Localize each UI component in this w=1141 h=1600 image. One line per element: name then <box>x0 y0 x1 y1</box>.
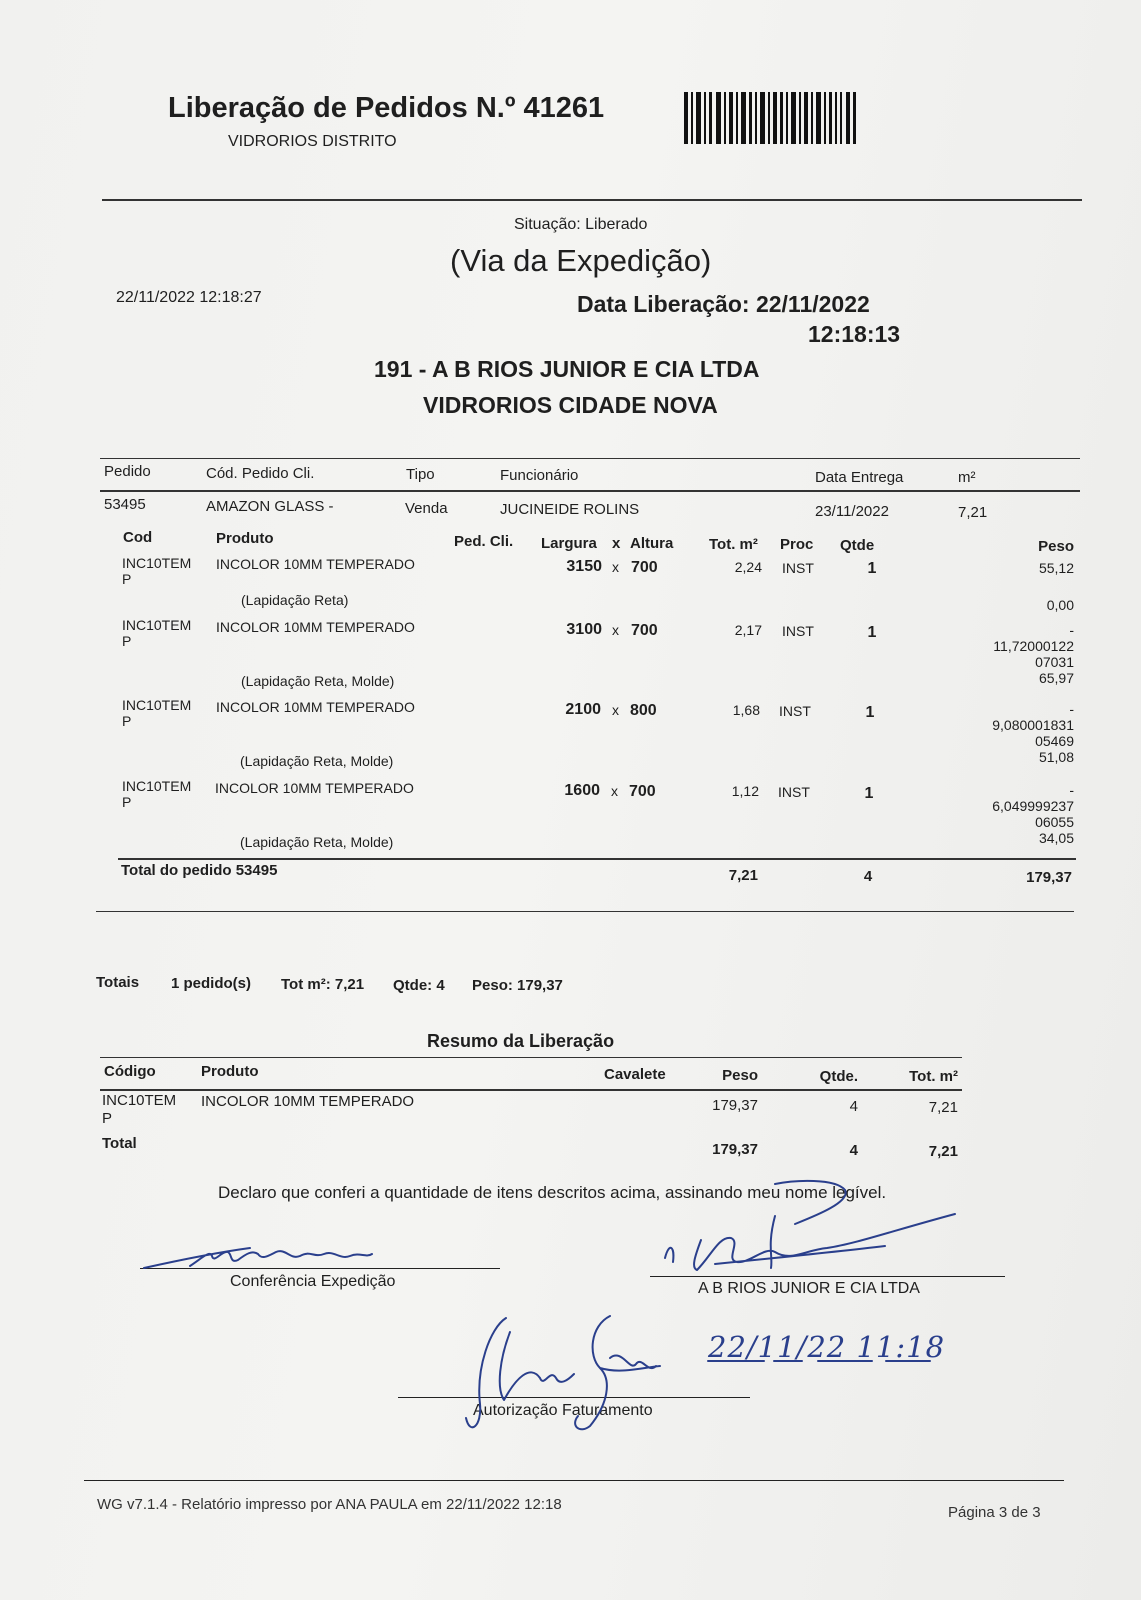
order-header-top-rule <box>100 458 1080 459</box>
totals-pedidos: 1 pedido(s) <box>171 975 252 992</box>
item-3-cod: INC10TEM <box>122 697 192 713</box>
footer-rule <box>84 1480 1064 1481</box>
item-1-proc: INST <box>782 560 814 576</box>
item-4-cod-cont: P <box>122 794 132 810</box>
issuer-company: VIDRORIOS DISTRITO <box>228 133 397 150</box>
item-1-cod-cont: P <box>122 571 132 587</box>
employee-name: JUCINEIDE ROLINS <box>500 501 640 518</box>
client-name: 191 - A B RIOS JUNIOR E CIA LTDA <box>374 356 760 382</box>
order-total-qtde: 4 <box>863 868 873 885</box>
items-col-proc: Proc <box>780 536 814 553</box>
item-1-tot-m2: 2,24 <box>734 559 762 575</box>
item-4-x: x <box>611 783 618 799</box>
summary-row-codigo: INC10TEM <box>102 1092 177 1109</box>
declaration-text: Declaro que conferi a quantidade de itens descritos acima, assinando meu nome legível. <box>218 1183 887 1202</box>
item-1-produto: INCOLOR 10MM TEMPERADO <box>216 556 415 572</box>
totals-qtde: Qtde: 4 <box>393 977 445 994</box>
footer-printed-by: WG v7.1.4 - Relatório impresso por ANA PAULA em 22/11/2022 12:18 <box>97 1496 562 1513</box>
item-1-largura: 3150 <box>566 558 602 575</box>
items-col-cod: Cod <box>123 529 153 546</box>
item-4-produto: INCOLOR 10MM TEMPERADO <box>215 780 414 796</box>
item-4-qtde: 1 <box>864 785 874 802</box>
summary-total-peso: 179,37 <box>712 1141 758 1158</box>
items-col-altura: Altura <box>630 535 674 552</box>
item-4-tot-m2: 1,12 <box>731 783 759 799</box>
item-1-note: (Lapidação Reta) <box>241 592 349 608</box>
col-m2: m² <box>958 469 976 486</box>
item-1-qtde: 1 <box>867 560 877 577</box>
item-2-qtde: 1 <box>867 624 877 641</box>
item-4-proc: INST <box>778 784 810 800</box>
summary-total-qtde: 4 <box>849 1142 858 1159</box>
order-type: Venda <box>405 500 448 517</box>
order-number: 53495 <box>104 496 146 513</box>
header-divider <box>102 199 1082 201</box>
item-2-peso: - 11,72000122 07031 65,97 <box>993 622 1074 686</box>
col-funcionario: Funcionário <box>500 467 579 484</box>
client-branch: VIDRORIOS CIDADE NOVA <box>423 392 718 418</box>
item-1-altura: 700 <box>631 559 658 576</box>
summary-col-qtde: Qtde. <box>819 1068 858 1085</box>
item-4-cod: INC10TEM <box>122 778 192 794</box>
item-2-altura: 700 <box>631 622 658 639</box>
summary-col-tot-m2: Tot. m² <box>909 1068 958 1085</box>
signature-label-autorizacao: Autorização Faturamento <box>473 1402 653 1419</box>
item-4-largura: 1600 <box>564 782 600 799</box>
item-1-peso: 55,12 <box>1038 560 1074 576</box>
col-cod-pedido-cli: Cód. Pedido Cli. <box>206 465 315 482</box>
summary-total-m2: 7,21 <box>928 1143 958 1160</box>
item-1-x: x <box>612 559 619 575</box>
item-2-produto: INCOLOR 10MM TEMPERADO <box>216 619 415 635</box>
item-1-cod: INC10TEM <box>122 555 192 571</box>
item-3-note: (Lapidação Reta, Molde) <box>240 753 394 769</box>
item-3-produto: INCOLOR 10MM TEMPERADO <box>216 699 415 715</box>
summary-row-produto: INCOLOR 10MM TEMPERADO <box>201 1093 415 1110</box>
handwritten-date-underline-icon <box>700 1355 980 1367</box>
items-col-ped-cli: Ped. Cli. <box>454 533 514 550</box>
item-3-proc: INST <box>779 703 811 719</box>
copy-type-title: (Via da Expedição) <box>450 243 712 278</box>
summary-col-cavalete: Cavalete <box>604 1066 666 1083</box>
col-pedido: Pedido <box>104 463 151 480</box>
handwritten-date: 22/11/22 11:18 <box>708 1330 946 1364</box>
totals-peso: Peso: 179,37 <box>472 977 563 994</box>
item-3-qtde: 1 <box>865 704 875 721</box>
order-m2: 7,21 <box>958 504 988 521</box>
col-data-entrega: Data Entrega <box>815 469 904 486</box>
signature-autorizacao-icon <box>460 1308 680 1438</box>
item-1-peso-extra: 0,00 <box>1046 597 1074 613</box>
summary-header-rule <box>100 1089 962 1091</box>
status-text: Situação: Liberado <box>514 216 648 233</box>
item-2-tot-m2: 2,17 <box>734 622 762 638</box>
order-total-rule <box>118 858 1076 860</box>
item-3-x: x <box>612 702 619 718</box>
totals-label: Totais <box>96 974 140 991</box>
document-title: Liberação de Pedidos N.º 41261 <box>168 92 605 124</box>
item-3-tot-m2: 1,68 <box>732 702 760 718</box>
items-col-produto: Produto <box>216 530 274 547</box>
signature-label-conferencia: Conferência Expedição <box>230 1273 396 1290</box>
item-2-cod: INC10TEM <box>122 617 192 633</box>
item-3-largura: 2100 <box>565 701 601 718</box>
items-col-qtde: Qtde <box>840 537 875 554</box>
release-date: Data Liberação: 22/11/2022 <box>577 291 870 317</box>
item-3-altura: 800 <box>630 702 657 719</box>
signature-line-client <box>650 1276 1005 1277</box>
footer-page-number: Página 3 de 3 <box>948 1504 1041 1521</box>
summary-col-produto: Produto <box>201 1063 259 1080</box>
items-col-x: x <box>612 535 621 552</box>
signature-client-icon <box>655 1176 965 1276</box>
item-4-note: (Lapidação Reta, Molde) <box>240 834 394 850</box>
signature-conferencia-icon <box>140 1238 390 1272</box>
item-3-peso: - 9,080001831 05469 51,08 <box>992 701 1074 765</box>
summary-col-codigo: Código <box>104 1063 156 1080</box>
summary-row-qtde: 4 <box>849 1098 858 1115</box>
summary-total-label: Total <box>102 1135 137 1152</box>
item-2-largura: 3100 <box>566 621 602 638</box>
item-4-peso: - 6,049999237 06055 34,05 <box>992 782 1074 846</box>
summary-row-codigo-cont: P <box>102 1110 113 1127</box>
delivery-date: 23/11/2022 <box>815 503 889 520</box>
summary-col-peso: Peso <box>722 1067 758 1084</box>
item-3-cod-cont: P <box>122 713 132 729</box>
signature-label-client: A B RIOS JUNIOR E CIA LTDA <box>698 1280 920 1297</box>
item-2-proc: INST <box>782 623 814 639</box>
summary-row-tot-m2: 7,21 <box>928 1099 958 1116</box>
order-header-bottom-rule <box>100 490 1080 492</box>
items-col-peso: Peso <box>1038 538 1074 555</box>
item-2-note: (Lapidação Reta, Molde) <box>241 673 395 689</box>
items-col-largura: Largura <box>541 535 597 552</box>
items-col-tot-m2: Tot. m² <box>709 536 758 553</box>
item-2-x: x <box>612 622 619 638</box>
print-datetime: 22/11/2022 12:18:27 <box>116 289 262 306</box>
order-total-label: Total do pedido 53495 <box>121 862 278 879</box>
item-4-altura: 700 <box>629 783 656 800</box>
col-tipo: Tipo <box>406 466 435 483</box>
summary-top-rule <box>100 1057 962 1058</box>
summary-title: Resumo da Liberação <box>427 1031 615 1051</box>
item-2-cod-cont: P <box>122 633 132 649</box>
summary-row-peso: 179,37 <box>712 1097 758 1114</box>
totals-m2: Tot m²: 7,21 <box>281 976 365 993</box>
release-time: 12:18:13 <box>808 321 901 347</box>
order-total-m2: 7,21 <box>728 867 758 884</box>
client-order-code: AMAZON GLASS - <box>206 498 334 515</box>
order-total-peso: 179,37 <box>1026 869 1072 886</box>
order-block-bottom-rule <box>96 911 1074 912</box>
